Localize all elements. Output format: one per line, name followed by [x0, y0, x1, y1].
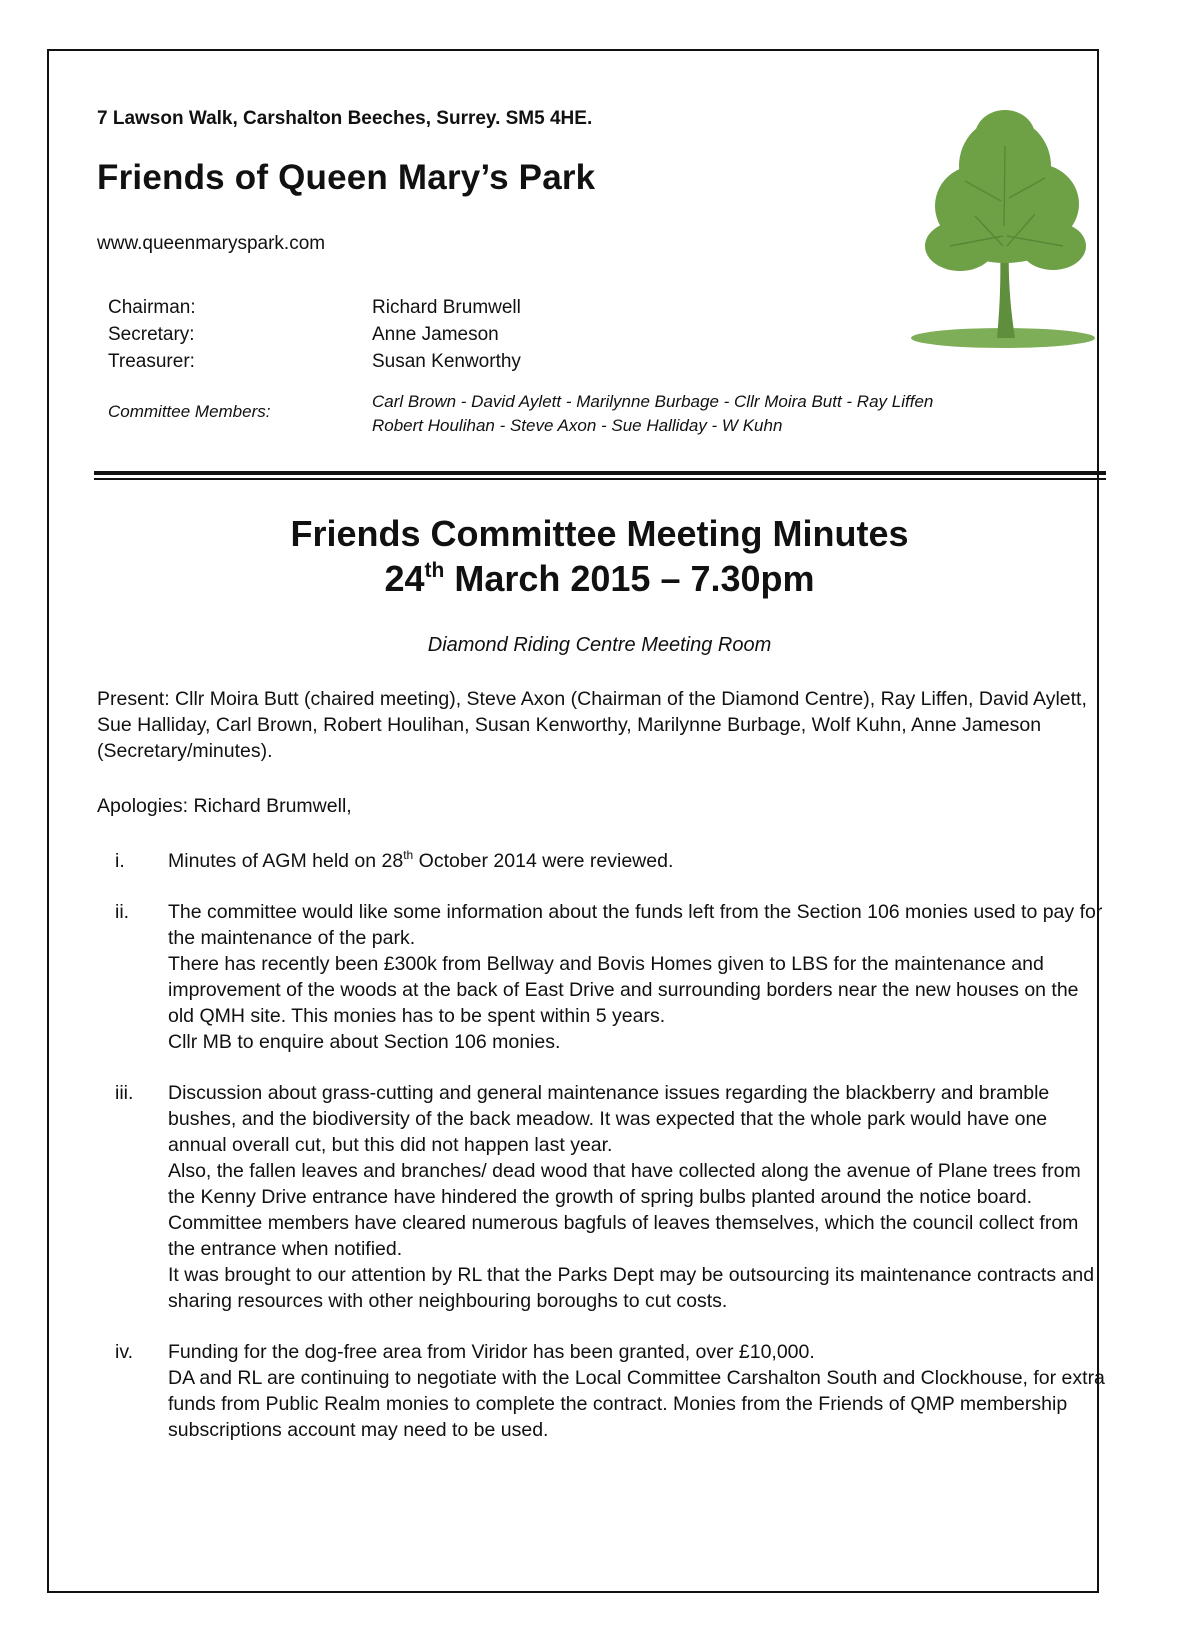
header-divider [94, 471, 1106, 475]
minutes-item [97, 1080, 1107, 1314]
date-day: 24 [384, 558, 425, 599]
officer-row-chairman [108, 297, 708, 324]
officer-role: Chairman: [108, 297, 196, 318]
committee-label: Committee Members: [108, 402, 271, 421]
minutes-date [47, 558, 1152, 600]
item-paragraph: DA and RL are continuing to negotiate with the Local Committee Carshalton South and Clockhouse, for extra funds from Public Realm monies to complete the contract. Monies from the Friends of QMP membership subscriptions account may need to be used. [168, 1367, 1105, 1441]
item-paragraph: Discussion about grass-cutting and general maintenance issues regarding the blackberry and bramble bushes, and the biodiversity of the back meadow. It was expected that the whole park would have one annual overall cut, but this did not happen last year. [168, 1082, 1050, 1156]
officer-name: Richard Brumwell [372, 297, 521, 318]
organisation-title: Friends of Queen Mary’s Park [97, 158, 596, 197]
item-paragraph: The committee would like some information about the funds left from the Section 106 monies used to pay for the maintenance of the park. [168, 901, 1103, 949]
item-paragraph: Also, the fallen leaves and branches/ dead wood that have collected along the avenue of Plane trees from the Kenny Drive entrance have hindered the growth of spring bulbs planted around the notice board. Committee members have cleared numerous bagfuls of leaves themselves, which the council collect from the entrance when notified. [168, 1160, 1081, 1260]
item-number: iii. [115, 1082, 134, 1104]
item-paragraph: It was brought to our attention by RL that the Parks Dept may be outsourcing its maintenance contracts and sharing resources with other neighbouring boroughs to cut costs. [168, 1264, 1095, 1312]
item-paragraph: Cllr MB to enquire about Section 106 monies. [168, 1031, 561, 1053]
attendees-present: Present: Cllr Moira Butt (chaired meeting), Steve Axon (Chairman of the Diamond Centre), Ray Liffen, David Aylett, Sue Halliday, Carl Brown, Robert Houlihan, Susan Kenworthy, Marilynne Burbage, Wolf Kuhn, Anne Jameson (Secretary/minutes). [97, 688, 1087, 762]
date-suffix: th [424, 559, 445, 582]
committee-names [372, 390, 933, 438]
officer-role: Secretary: [108, 324, 195, 345]
item-text-part: October 2014 were reviewed. [413, 850, 674, 872]
committee-line-2: Robert Houlihan - Steve Axon - Sue Halliday - W Kuhn [372, 416, 783, 435]
item-text-part: Minutes of AGM held on 28 [168, 850, 404, 872]
item-number: ii. [115, 901, 130, 923]
minutes-item [97, 1339, 1107, 1443]
date-rest: March 2015 – 7.30pm [444, 558, 815, 599]
tree-icon [905, 106, 1105, 356]
officer-name: Susan Kenworthy [372, 351, 521, 372]
officers-list [108, 297, 708, 378]
officer-name: Anne Jameson [372, 324, 499, 345]
officer-row-secretary [108, 324, 708, 351]
header-divider-thin [94, 478, 1106, 480]
item-text-sup: th [403, 848, 414, 862]
item-paragraph: Funding for the dog-free area from Viridor has been granted, over £10,000. [168, 1341, 815, 1363]
meeting-venue: Diamond Riding Centre Meeting Room [427, 634, 772, 656]
website-url: www.queenmaryspark.com [97, 233, 326, 254]
item-number: iv. [115, 1341, 134, 1363]
committee-line-1: Carl Brown - David Aylett - Marilynne Burbage - Cllr Moira Butt - Ray Liffen [372, 392, 934, 411]
minutes-item [97, 899, 1107, 1055]
officer-role: Treasurer: [108, 351, 195, 372]
item-number: i. [115, 850, 125, 872]
apologies: Apologies: Richard Brumwell, [97, 795, 352, 817]
committee-members [108, 390, 1058, 440]
officer-row-treasurer [108, 351, 708, 378]
minutes-items [97, 848, 1107, 1468]
item-text [168, 848, 1107, 874]
minutes-title: Friends Committee Meeting Minutes [290, 513, 909, 554]
address: 7 Lawson Walk, Carshalton Beeches, Surrey. SM5 4HE. [97, 108, 593, 129]
minutes-item [97, 848, 1107, 874]
item-paragraph: There has recently been £300k from Bellway and Bovis Homes given to LBS for the maintenance and improvement of the woods at the back of East Drive and surrounding borders near the new houses on the old QMH site. This monies has to be spent within 5 years. [168, 953, 1079, 1027]
